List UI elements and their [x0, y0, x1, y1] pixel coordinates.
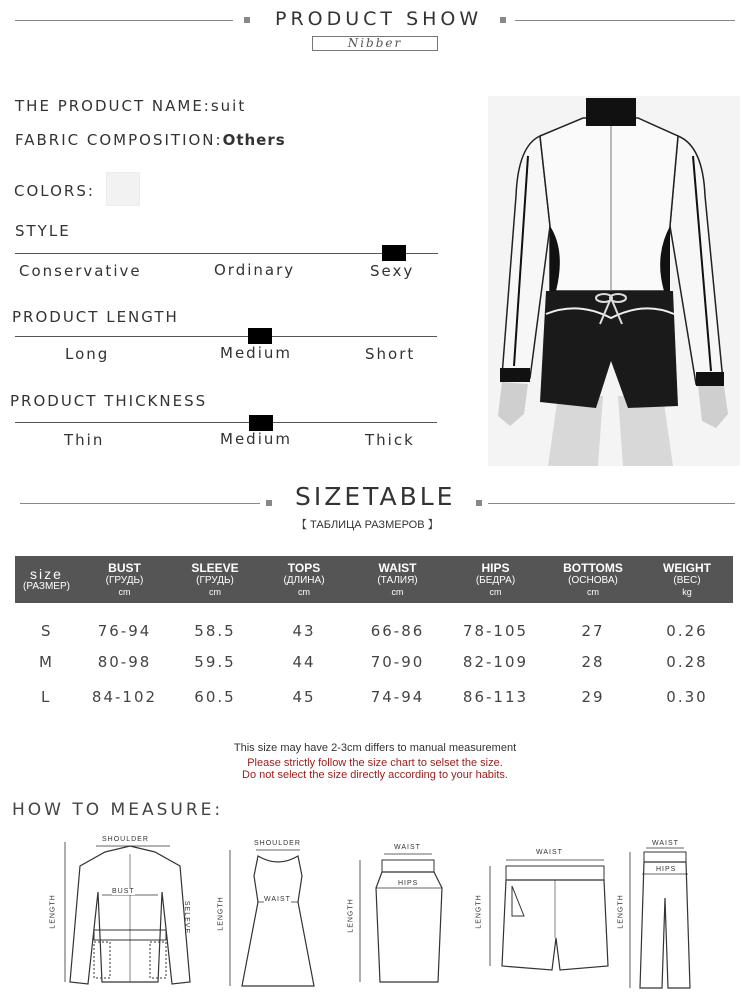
note-habits: Do not select the size directly according to your habits.: [242, 769, 508, 781]
label-shoulder: SHOULDER: [102, 836, 149, 843]
col-size-main: size: [30, 565, 63, 582]
product-name: THE PRODUCT NAME:suit: [15, 97, 247, 115]
label-waist-dress: WAIST: [264, 896, 291, 903]
cell-bottoms: 28: [581, 653, 605, 671]
sizetable-subtitle: 【 ТАБЛИЦА РАЗМЕРОВ 】: [296, 519, 439, 531]
dress-diagram: [218, 836, 318, 992]
length-option-medium: Medium: [220, 344, 292, 362]
length-option-long: Long: [65, 345, 110, 363]
thickness-marker: [249, 415, 273, 431]
col-size-ru: (РАЗМЕР): [23, 580, 70, 592]
col-bottoms: [545, 556, 641, 603]
header-dot-right: [500, 17, 506, 23]
pants-measure-figure: [617, 838, 712, 992]
cell-size: L: [41, 688, 52, 706]
cell-hips: 82-109: [462, 653, 529, 671]
cell-bust: 76-94: [97, 622, 152, 640]
fabric-value: Others: [222, 131, 286, 149]
thickness-option-medium: Medium: [220, 430, 292, 448]
jacket-measure-figure: [50, 832, 210, 992]
col-hips-ru: (БЕДРА): [475, 575, 516, 586]
thickness-option-thick: Thick: [365, 431, 415, 449]
brand-label: Nibber: [312, 36, 438, 51]
col-weight-main: WEIGHT: [663, 561, 711, 575]
table-row: [15, 688, 733, 706]
col-bottoms-ru: (ОСНОВА): [568, 575, 618, 586]
label-hips-pants: HIPS: [656, 866, 677, 873]
col-sleeve-main: SLEEVE: [191, 561, 239, 575]
label-length-pants: LENGTH: [617, 894, 625, 929]
label-length-dress: LENGTH: [217, 896, 225, 931]
thickness-title: PRODUCT THICKNESS: [10, 392, 208, 410]
label-shoulder-dress: SHOULDER: [254, 840, 301, 847]
cell-weight: 0.26: [666, 622, 708, 640]
label-waist-pants: WAIST: [652, 840, 679, 847]
col-hips-main: HIPS: [481, 561, 510, 575]
label-sleeve: SELEVE: [183, 900, 191, 935]
cell-sleeve: 58.5: [194, 622, 236, 640]
product-photo: [488, 96, 740, 466]
how-to-measure-title: HOW TO MEASURE:: [12, 800, 224, 820]
col-bust-unit: cm: [118, 587, 131, 597]
label-waist-skirt: WAIST: [394, 844, 421, 851]
col-bust-ru: (ГРУДЬ): [105, 575, 144, 586]
length-marker: [248, 328, 272, 344]
note-follow-chart: Please strictly follow the size chart to selset the size.: [247, 757, 503, 769]
table-row: [15, 653, 733, 671]
col-waist-ru: (ТАЛИЯ): [377, 575, 418, 586]
cell-bust: 84-102: [91, 688, 158, 706]
style-title: STYLE: [15, 222, 71, 240]
cell-weight: 0.28: [666, 653, 708, 671]
col-waist-unit: cm: [391, 587, 404, 597]
length-scale-line: [15, 336, 437, 337]
sizetable-dot-left: [266, 500, 272, 506]
thickness-scale-line: [15, 422, 437, 423]
cell-tops: 45: [292, 688, 316, 706]
col-sleeve-unit: cm: [209, 587, 221, 597]
col-tops-unit: cm: [298, 587, 310, 597]
cell-size: M: [39, 653, 54, 671]
header-rule-right: [515, 20, 735, 21]
col-tops-ru: (ДЛИНА): [283, 575, 325, 586]
label-bust: BUST: [112, 888, 135, 895]
skirt-diagram: [342, 842, 452, 992]
table-row: [15, 622, 733, 640]
fabric-label: FABRIC COMPOSITION:: [15, 131, 223, 149]
page-title: PRODUCT SHOW: [275, 8, 483, 30]
cell-bottoms: 27: [581, 622, 605, 640]
col-weight-ru: (ВЕС): [673, 575, 701, 586]
cell-sleeve: 59.5: [194, 653, 236, 671]
cell-hips: 78-105: [462, 622, 529, 640]
cell-weight: 0.30: [666, 688, 708, 706]
label-hips-skirt: HIPS: [398, 880, 419, 887]
col-weight: [641, 556, 733, 603]
length-title: PRODUCT LENGTH: [12, 308, 179, 326]
col-sleeve: [171, 556, 259, 603]
dress-measure-figure: [218, 836, 318, 992]
sizetable-dot-right: [476, 500, 482, 506]
style-scale-line: [15, 253, 438, 254]
col-waist-main: WAIST: [378, 561, 417, 575]
cell-hips: 86-113: [462, 688, 529, 706]
label-length: LENGTH: [49, 894, 57, 929]
shorts-measure-figure: [476, 846, 616, 992]
col-bust-main: BUST: [108, 561, 141, 575]
header-rule-left: [15, 20, 233, 21]
col-size: [15, 556, 78, 603]
col-waist: [349, 556, 446, 603]
col-tops-main: TOPS: [287, 561, 321, 575]
cell-sleeve: 60.5: [194, 688, 236, 706]
pants-diagram: [622, 838, 712, 992]
cell-bust: 80-98: [97, 653, 152, 671]
col-hips-unit: cm: [489, 587, 502, 597]
col-bottoms-unit: cm: [587, 587, 599, 597]
style-marker: [382, 245, 406, 261]
style-option-ordinary: Ordinary: [214, 261, 296, 279]
note-measurement: This size may have 2-3cm differs to manual measurement: [233, 742, 517, 754]
col-bottoms-main: BOTTOMS: [563, 561, 623, 575]
cell-bottoms: 29: [581, 688, 605, 706]
col-sleeve-ru: (ГРУДЬ): [196, 575, 234, 586]
style-option-conservative: Conservative: [19, 262, 142, 280]
col-hips: [446, 556, 545, 603]
thickness-option-thin: Thin: [64, 431, 105, 449]
header-dot-left: [244, 17, 250, 23]
col-bust: [78, 556, 171, 603]
cell-size: S: [41, 622, 53, 640]
cell-waist: 70-90: [370, 653, 425, 671]
size-table-header: [15, 556, 733, 603]
shorts-diagram: [476, 846, 616, 992]
length-option-short: Short: [365, 345, 416, 363]
label-waist-shorts: WAIST: [536, 849, 563, 856]
color-swatch-white[interactable]: [106, 172, 140, 206]
fabric-composition: [15, 131, 286, 149]
colors-label: COLORS:: [14, 182, 95, 200]
col-tops: [259, 556, 349, 603]
cell-waist: 66-86: [370, 622, 425, 640]
cell-tops: 43: [292, 622, 316, 640]
style-option-sexy: Sexy: [370, 262, 415, 280]
cell-waist: 74-94: [370, 688, 425, 706]
cell-tops: 44: [292, 653, 316, 671]
label-length-shorts: LENGTH: [475, 894, 483, 929]
sizetable-rule-right: [488, 503, 735, 504]
suit-illustration: [488, 96, 740, 466]
sizetable-title: SIZETABLE: [295, 482, 456, 511]
col-weight-unit: kg: [682, 587, 692, 597]
sizetable-rule-left: [20, 503, 260, 504]
skirt-measure-figure: [342, 842, 452, 992]
label-length-skirt: LENGTH: [347, 898, 355, 933]
